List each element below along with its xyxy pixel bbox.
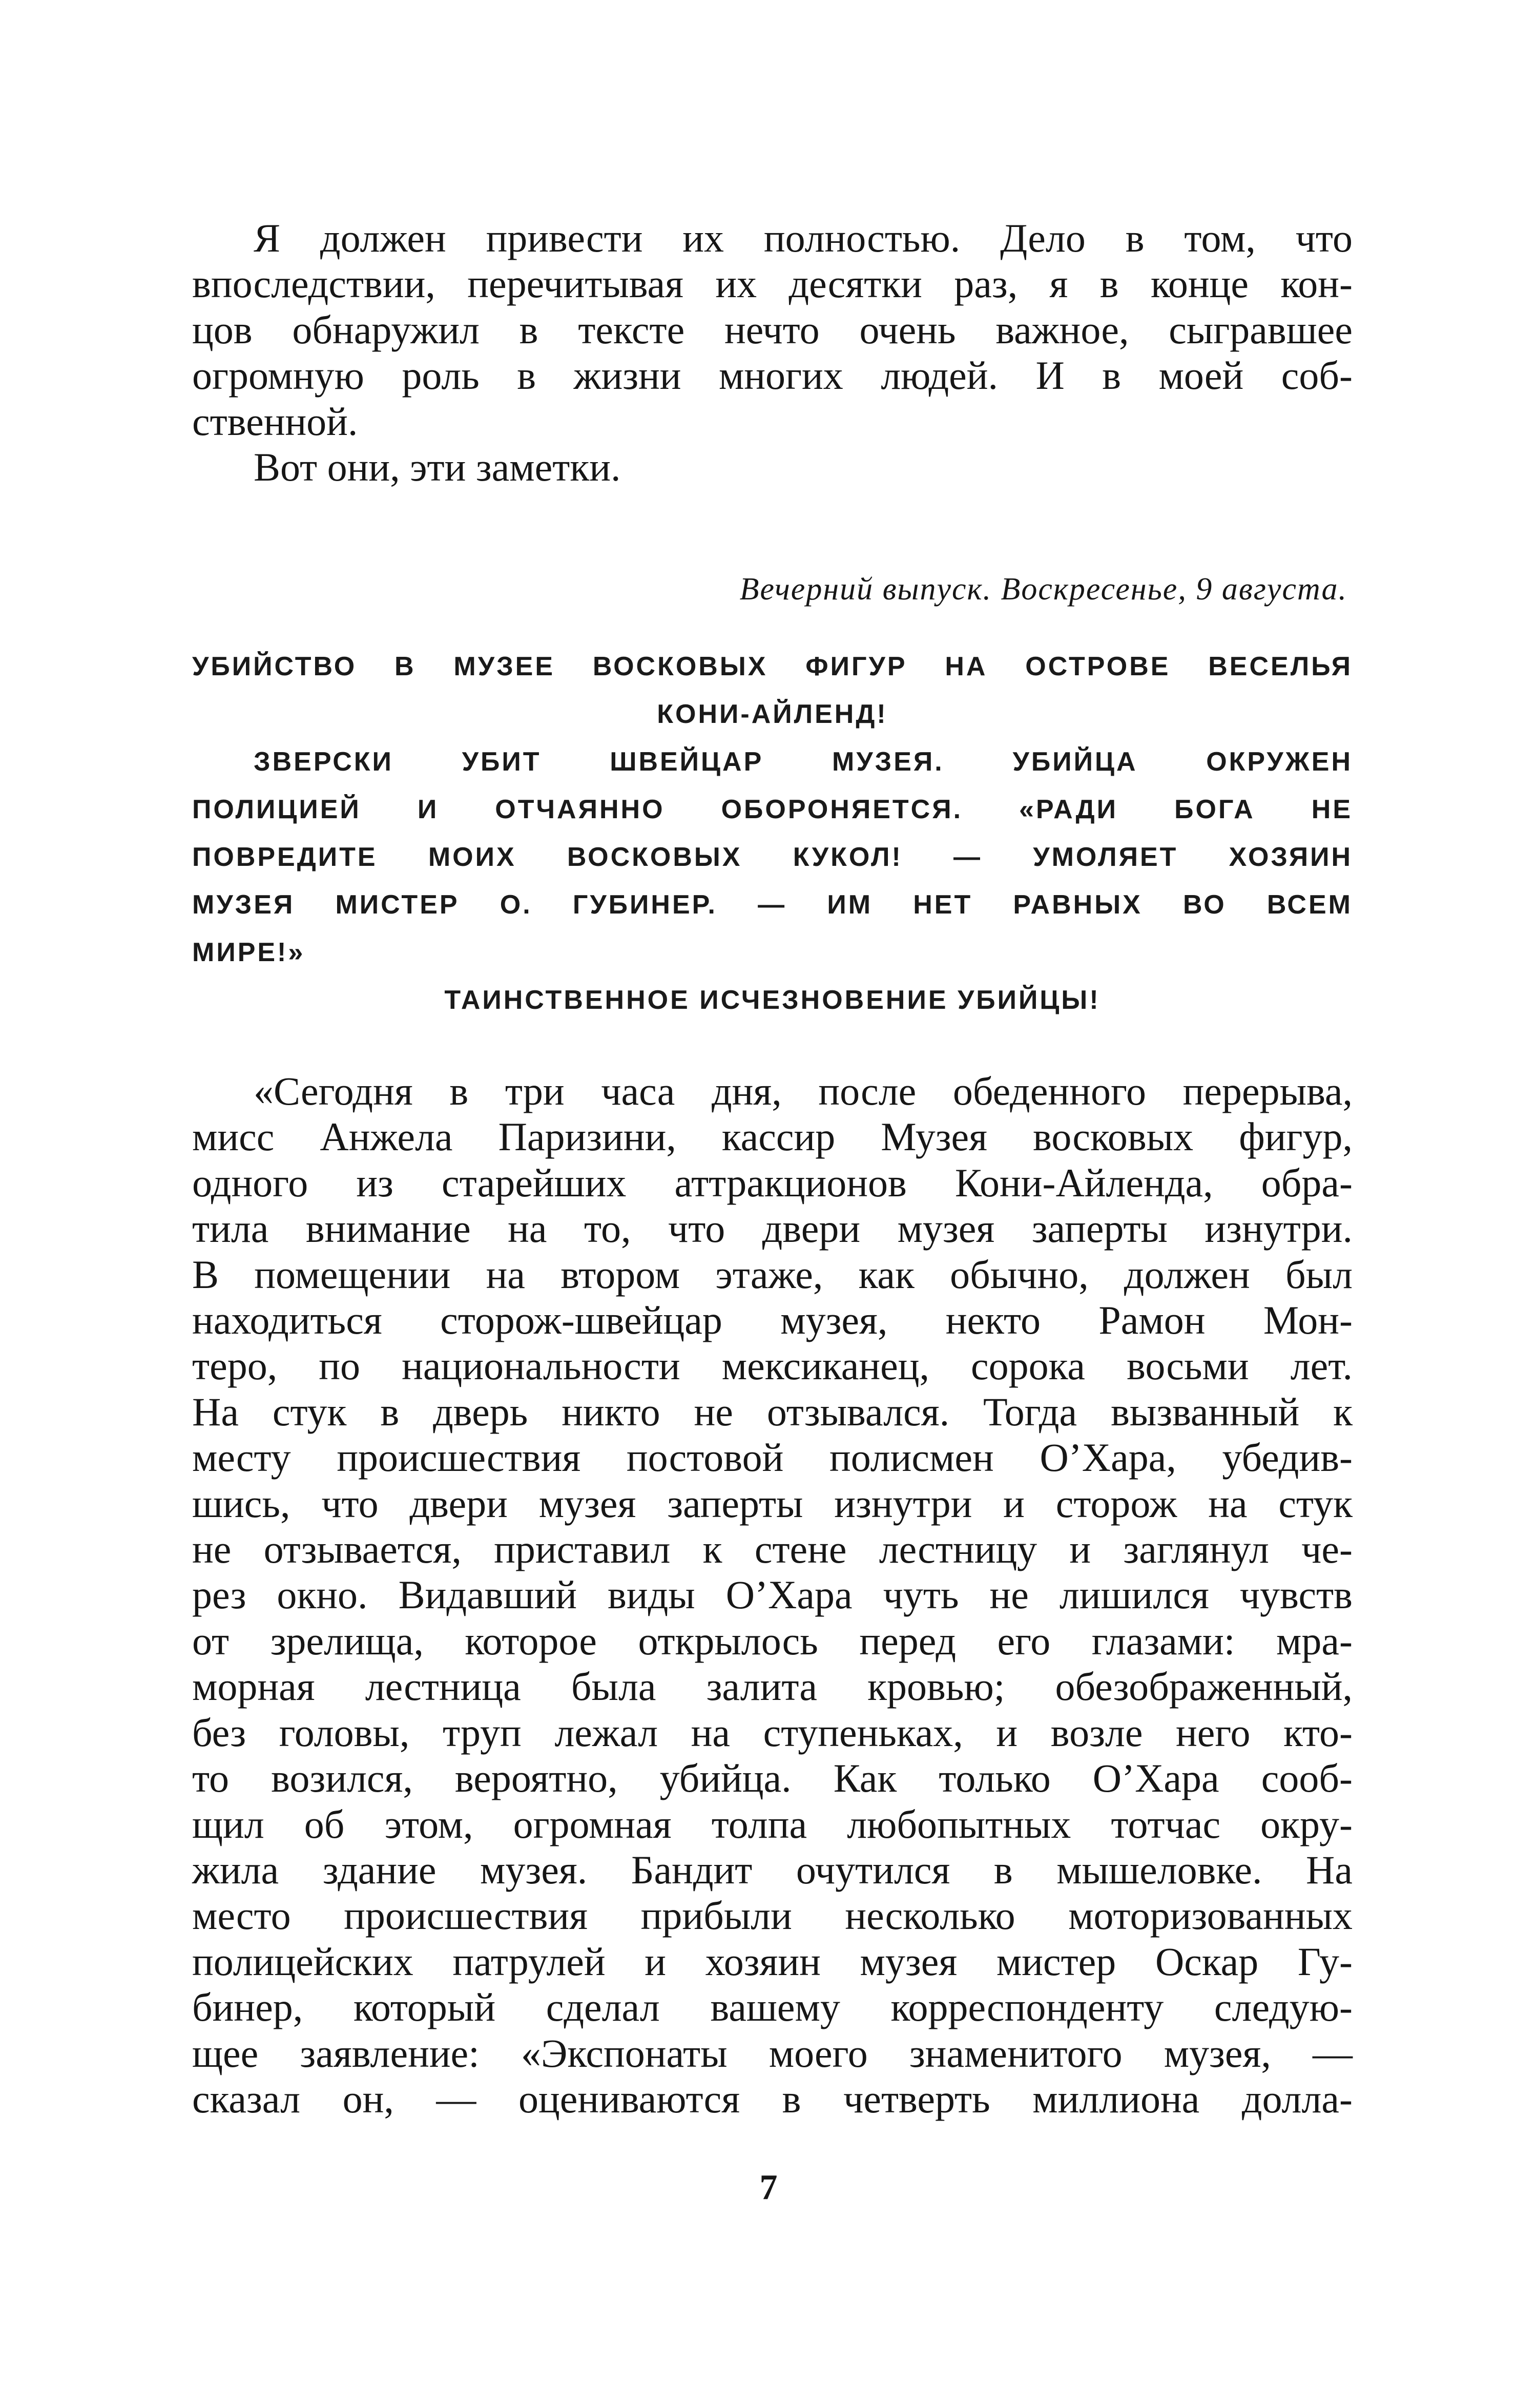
text-line: «Сегодня в три часа дня, после обеденного перерыва, <box>254 1069 1353 1113</box>
headline-sub-line: МИРЕ!» <box>192 938 305 967</box>
headline-main-line: КОНИ-АЙЛЕНД! <box>657 699 888 729</box>
text-line: бинер, который сделал вашему корреспонденту следую- <box>192 1985 1353 2030</box>
intro-paragraph <box>192 215 1353 490</box>
headline-main-line: УБИЙСТВО В МУЗЕЕ ВОСКОВЫХ ФИГУР НА ОСТРОВЕ ВЕСЕЛЬЯ <box>192 652 1353 681</box>
newspaper-dateline: Вечерний выпуск. Воскресенье, 9 августа. <box>739 572 1347 607</box>
text-line: теро, по национальности мексиканец, сорока восьми лет. <box>192 1343 1353 1388</box>
text-line: ственной. <box>192 399 358 444</box>
text-line: огромную роль в жизни многих людей. И в моей соб- <box>192 353 1353 398</box>
text-line: Вот они, эти заметки. <box>254 445 621 490</box>
headline-final-line: ТАИНСТВЕННОЕ ИСЧЕЗНОВЕНИЕ УБИЙЦЫ! <box>444 985 1100 1015</box>
text-line: жила здание музея. Бандит очутился в мышеловке. На <box>192 1847 1353 1892</box>
text-line: На стук в дверь никто не отзывался. Тогда вызванный к <box>192 1389 1353 1434</box>
page-number: 7 <box>759 2168 778 2207</box>
text-line: рез окно. Видавший виды О’Хара чуть не лишился чувств <box>192 1572 1353 1617</box>
headline-sub-line: ЗВЕРСКИ УБИТ ШВЕЙЦАР МУЗЕЯ. УБИЙЦА ОКРУЖЕН <box>254 747 1353 777</box>
text-line: месту происшествия постовой полисмен О’Хара, убедив- <box>192 1435 1353 1480</box>
text-line: сказал он, — оцениваются в четверть миллиона долла- <box>192 2076 1353 2121</box>
text-line: одного из старейших аттракционов Кони-Айленда, обра- <box>192 1160 1353 1205</box>
text-line: то возился, вероятно, убийца. Как только О’Хара сооб- <box>192 1756 1353 1801</box>
text-line: цов обнаружил в тексте нечто очень важное, сыгравшее <box>192 307 1353 352</box>
headline-sub-line: ПОЛИЦИЕЙ И ОТЧАЯННО ОБОРОНЯЕТСЯ. «РАДИ БОГА НЕ <box>192 795 1353 824</box>
text-line: щее заявление: «Экспонаты моего знаменитого музея, — <box>192 2030 1353 2075</box>
text-line: без головы, труп лежал на ступеньках, и возле него кто- <box>192 1710 1353 1755</box>
text-line: не отзывается, приставил к стене лестницу и заглянул че- <box>192 1527 1353 1572</box>
text-line: мисс Анжела Паризини, кассир Музея восковых фигур, <box>192 1114 1353 1159</box>
text-line: полицейских патрулей и хозяин музея мистер Оскар Гу- <box>192 1939 1353 1984</box>
text-line: шись, что двери музея заперты изнутри и сторож на стук <box>192 1481 1353 1526</box>
text-line: тила внимание на то, что двери музея заперты изнутри. <box>192 1206 1353 1251</box>
text-line: щил об этом, огромная толпа любопытных тотчас окру- <box>192 1801 1353 1846</box>
headline-sub-line: МУЗЕЯ МИСТЕР О. ГУБИНЕР. — ИМ НЕТ РАВНЫХ ВО ВСЕМ <box>192 890 1353 920</box>
text-line: впоследствии, перечитывая их десятки раз, я в конце кон- <box>192 261 1353 306</box>
text-line: находиться сторож-швейцар музея, некто Рамон Мон- <box>192 1298 1353 1343</box>
text-line: Я должен привести их полностью. Дело в том, что <box>254 216 1353 260</box>
article-paragraph <box>192 1068 1353 2122</box>
headline-sub-line: ПОВРЕДИТЕ МОИХ ВОСКОВЫХ КУКОЛ! — УМОЛЯЕТ ХОЗЯИН <box>192 842 1353 872</box>
text-line: В помещении на втором этаже, как обычно, должен был <box>192 1252 1353 1297</box>
text-line: морная лестница была залита кровью; обезображенный, <box>192 1664 1353 1709</box>
text-line: место происшествия прибыли несколько моторизованных <box>192 1893 1353 1938</box>
text-line: от зрелища, которое открылось перед его глазами: мра- <box>192 1618 1353 1663</box>
newspaper-headline <box>192 643 1353 1024</box>
